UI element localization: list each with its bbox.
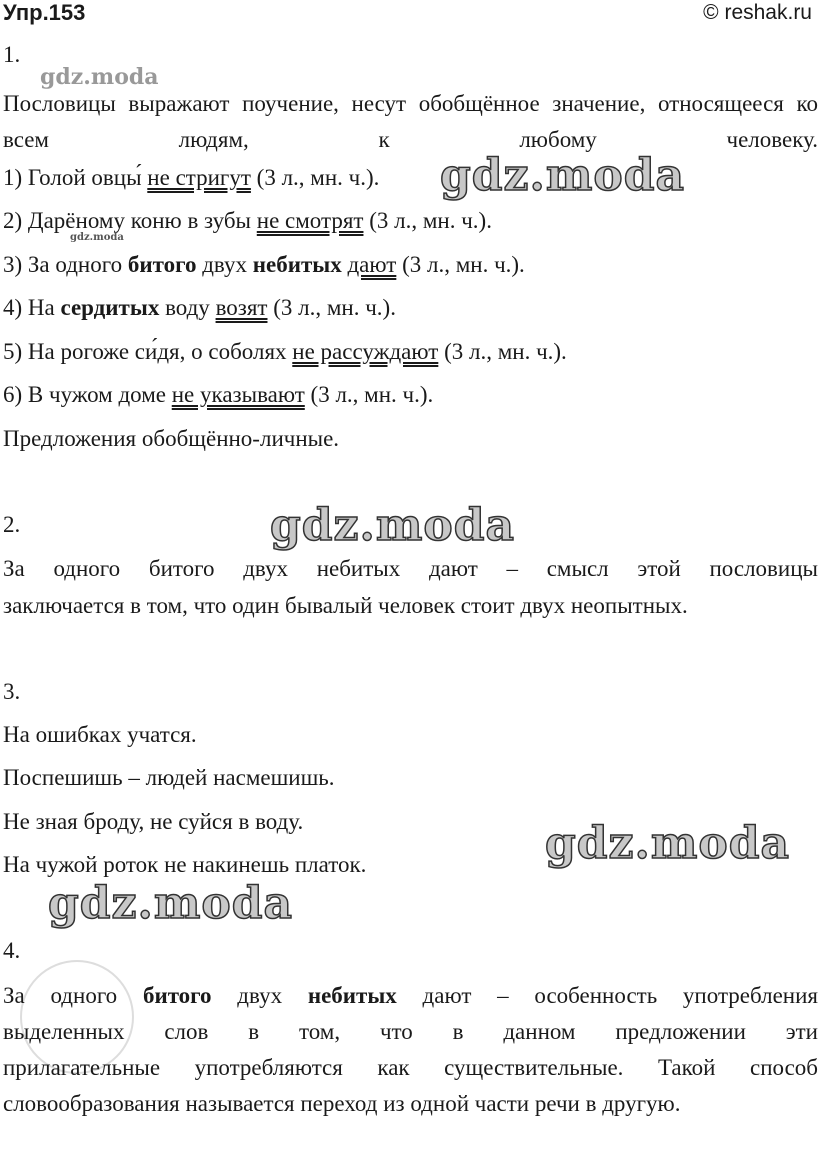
section-2-line-1: За одного битого двух небитых дают – смысл этой пословицы bbox=[3, 556, 818, 581]
proverb-3: 3) За одного битого двух небитых дают (3 л., мн. ч.). bbox=[3, 252, 525, 277]
proverb-4: 4) На сердитых воду возят (3 л., мн. ч.). bbox=[3, 295, 396, 320]
section-3-proverb-3: Не зная броду, не суйся в воду. bbox=[3, 809, 304, 834]
watermark-large: gdz.moda bbox=[545, 818, 791, 869]
section-4-line-4: словообразования называется переход из одной части речи в другую. bbox=[3, 1091, 681, 1116]
watermark-tiny: gdz.moda bbox=[70, 232, 124, 243]
section-3-proverb-4: На чужой роток не накинешь платок. bbox=[3, 852, 367, 877]
section-4-line-2: выделенных слов в том, что в данном предложении эти bbox=[3, 1019, 818, 1044]
site-credit: © reshak.ru bbox=[703, 1, 812, 24]
watermark-large: gdz.moda bbox=[270, 500, 516, 551]
section-1-conclusion: Предложения обобщённо-личные. bbox=[3, 426, 340, 451]
section-2-number: 2. bbox=[3, 512, 21, 537]
section-2-line-2: заключается в том, что один бывалый человек стоит двух неопытных. bbox=[3, 593, 688, 618]
watermark-large: gdz.moda bbox=[440, 150, 686, 201]
section-1-number: 1. bbox=[3, 42, 21, 67]
proverb-5: 5) На рогоже си́дя, о соболях не рассуждают (3 л., мн. ч.). bbox=[3, 339, 567, 364]
section-4-line-1: За одного битого двух небитых дают – особенность употребления bbox=[3, 983, 818, 1008]
proverb-2: 2) Дарёному коню в зубы не смотрят (3 л., мн. ч.). bbox=[3, 208, 492, 233]
section-3-proverb-1: На ошибках учатся. bbox=[3, 722, 197, 747]
section-1-intro: Пословицы выражают поучение, несут обобщённое значение, относящееся ко всем людям, к любому человеку. bbox=[3, 91, 818, 152]
proverb-6: 6) В чужом доме не указывают (3 л., мн. ч.). bbox=[3, 382, 434, 407]
proverb-1: 1) Голой овцы́ не стригут (3 л., мн. ч.). bbox=[3, 165, 380, 190]
section-3-number: 3. bbox=[3, 679, 21, 704]
section-4-number: 4. bbox=[3, 938, 21, 963]
exercise-title: Упр.153 bbox=[3, 0, 86, 25]
watermark-large: gdz.moda bbox=[48, 878, 294, 929]
section-3-proverb-2: Поспешишь – людей насмешишь. bbox=[3, 765, 335, 790]
section-4-line-3: прилагательные употребляются как существительные. Такой способ bbox=[3, 1055, 818, 1080]
watermark-small: gdz.moda bbox=[40, 64, 159, 90]
